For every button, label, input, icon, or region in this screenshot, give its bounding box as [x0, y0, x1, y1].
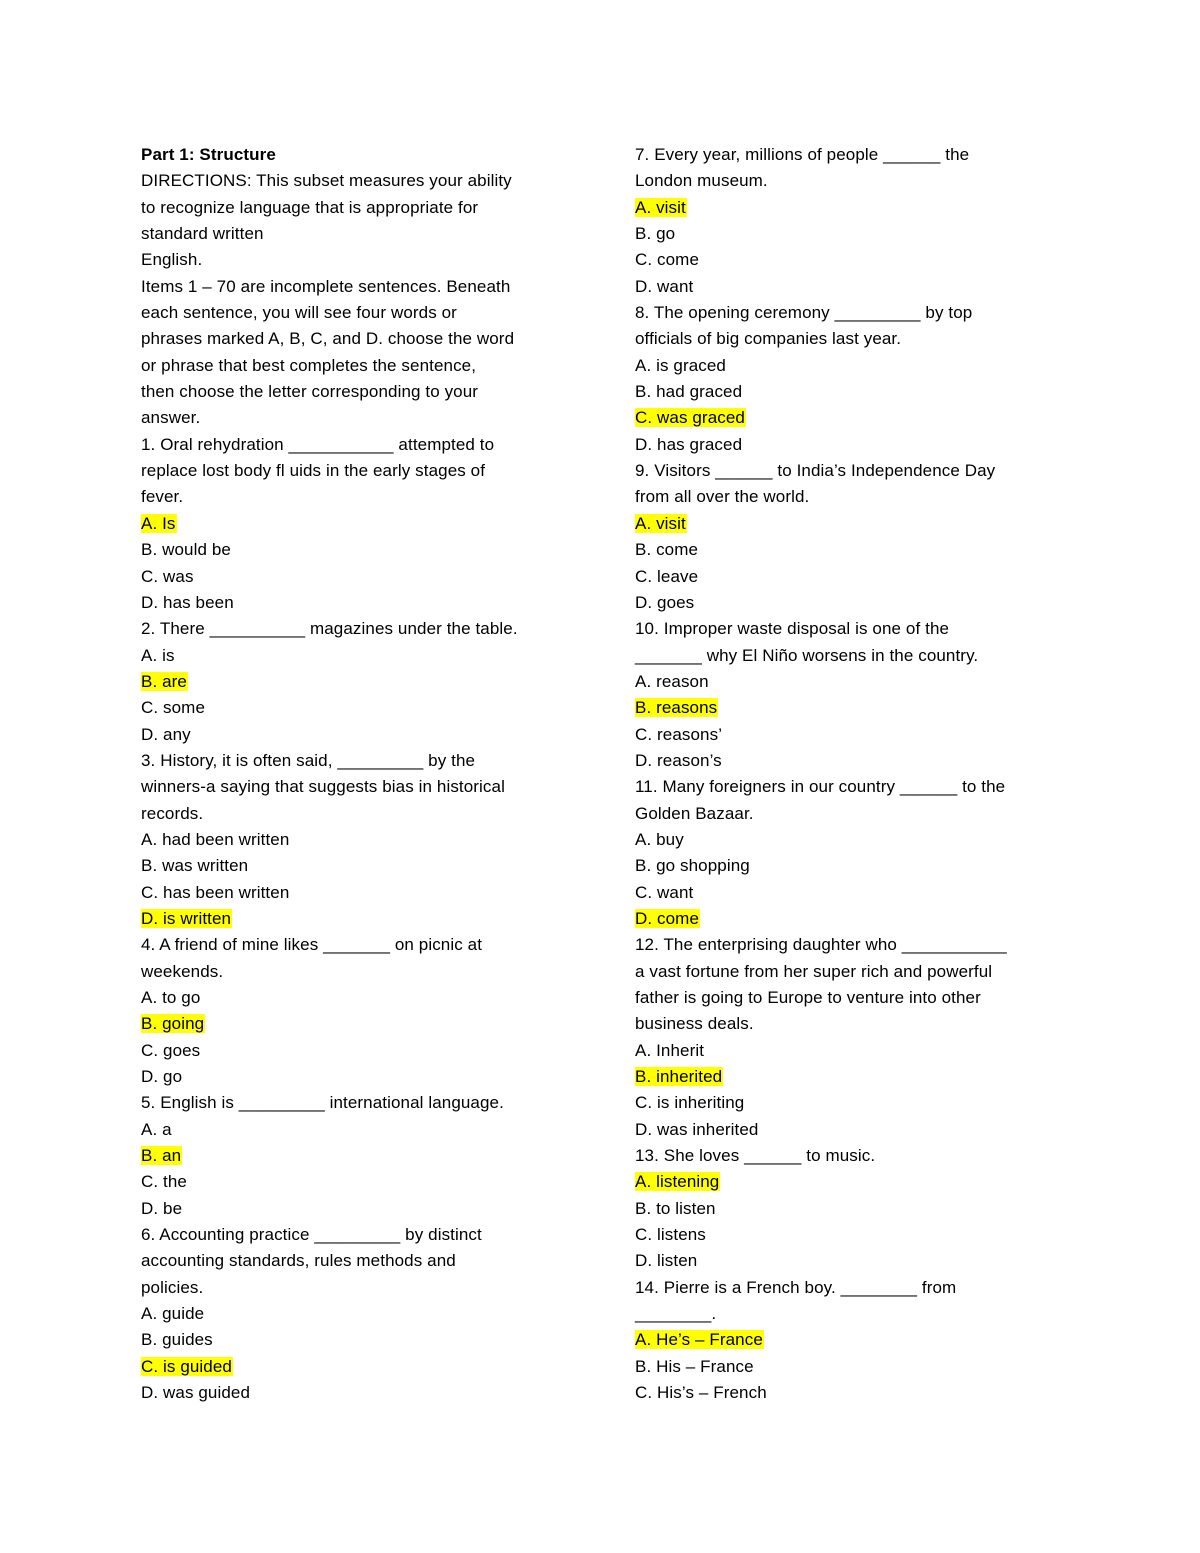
correct-answer-option: [141, 1011, 581, 1037]
answer-option: [635, 748, 1075, 774]
line-text: C. was: [141, 566, 194, 586]
line-text: A. He’s – France: [635, 1330, 763, 1350]
text-line: [141, 932, 581, 958]
answer-option: [141, 853, 581, 879]
answer-option: [141, 1196, 581, 1222]
line-text: Items 1 – 70 are incomplete sentences. Beneath: [141, 276, 511, 296]
line-text: C. is guided: [141, 1356, 232, 1376]
line-text: A. Is: [141, 513, 176, 533]
line-text: C. was graced: [635, 408, 745, 428]
text-line: [141, 801, 581, 827]
line-text: replace lost body fl uids in the early stages of: [141, 461, 486, 481]
text-line: [635, 774, 1075, 800]
text-line: [141, 300, 581, 326]
line-text: C. come: [635, 250, 699, 270]
text-line: [635, 1301, 1075, 1327]
text-line: [141, 432, 581, 458]
line-text: English.: [141, 250, 203, 270]
line-text: B. had graced: [635, 382, 743, 402]
line-text: Golden Bazaar.: [635, 803, 754, 823]
text-line: [141, 326, 581, 352]
answer-option: [141, 1169, 581, 1195]
answer-option: [635, 1222, 1075, 1248]
answer-option: [635, 1354, 1075, 1380]
line-text: D. any: [141, 724, 191, 744]
line-text: _______ why El Niño worsens in the country.: [635, 645, 979, 665]
line-text: from all over the world.: [635, 487, 810, 507]
line-text: D. goes: [635, 592, 695, 612]
line-text: B. His – France: [635, 1356, 754, 1376]
line-text: D. has graced: [635, 434, 743, 454]
line-text: C. want: [635, 882, 694, 902]
answer-option: [635, 827, 1075, 853]
answer-option: [635, 590, 1075, 616]
line-text: C. some: [141, 698, 205, 718]
line-text: weekends.: [141, 961, 224, 981]
line-text: or phrase that best completes the sentence,: [141, 355, 477, 375]
line-text: C. has been written: [141, 882, 290, 902]
line-text: C. listens: [635, 1225, 706, 1245]
answer-option: [141, 1380, 581, 1406]
line-text: phrases marked A, B, C, and D. choose the word: [141, 329, 515, 349]
line-text: 10. Improper waste disposal is one of the: [635, 619, 950, 639]
line-text: 11. Many foreigners in our country ______ to the: [635, 777, 1006, 797]
line-text: 4. A friend of mine likes _______ on picnic at: [141, 935, 483, 955]
text-line: [635, 801, 1075, 827]
answer-option: [635, 669, 1075, 695]
line-text: 8. The opening ceremony _________ by top: [635, 303, 973, 323]
answer-option: [635, 379, 1075, 405]
line-text: C. leave: [635, 566, 699, 586]
answer-option: [635, 1117, 1075, 1143]
text-line: [141, 405, 581, 431]
answer-option: [635, 1038, 1075, 1064]
answer-option: [141, 722, 581, 748]
answer-option: [635, 853, 1075, 879]
line-text: C. goes: [141, 1040, 201, 1060]
answer-option: [635, 221, 1075, 247]
text-line: [635, 932, 1075, 958]
answer-option: [141, 1038, 581, 1064]
text-line: [635, 1011, 1075, 1037]
line-text: A. a: [141, 1119, 172, 1139]
line-text: to recognize language that is appropriate for: [141, 197, 479, 217]
text-line: [141, 458, 581, 484]
line-text: A. buy: [635, 829, 684, 849]
line-text: B. to listen: [635, 1198, 716, 1218]
text-line: [635, 643, 1075, 669]
line-text: 12. The enterprising daughter who ___________: [635, 935, 1007, 955]
text-line: [141, 168, 581, 194]
text-line: [141, 1275, 581, 1301]
text-line: [635, 168, 1075, 194]
correct-answer-option: [635, 1169, 1075, 1195]
text-line: [141, 748, 581, 774]
line-text: B. going: [141, 1014, 205, 1034]
text-line: [635, 1143, 1075, 1169]
line-text: officials of big companies last year.: [635, 329, 902, 349]
correct-answer-option: [141, 1143, 581, 1169]
answer-option: [635, 274, 1075, 300]
line-text: standard written: [141, 224, 264, 244]
text-line: [635, 142, 1075, 168]
text-line: [635, 959, 1075, 985]
text-line: [141, 353, 581, 379]
answer-option: [141, 695, 581, 721]
correct-answer-option: [141, 511, 581, 537]
line-text: D. come: [635, 908, 699, 928]
line-text: B. an: [141, 1146, 182, 1166]
correct-answer-option: [635, 511, 1075, 537]
line-text: London museum.: [635, 171, 768, 191]
answer-option: [635, 1196, 1075, 1222]
line-text: 13. She loves ______ to music.: [635, 1146, 876, 1166]
line-text: A. visit: [635, 197, 686, 217]
text-line: [141, 959, 581, 985]
line-text: fever.: [141, 487, 184, 507]
answer-option: [635, 247, 1075, 273]
line-text: D. listen: [635, 1251, 698, 1271]
text-line: [141, 274, 581, 300]
answer-option: [141, 564, 581, 590]
line-text: A. is: [141, 645, 175, 665]
answer-option: [141, 880, 581, 906]
line-text: 3. History, it is often said, _________ by the: [141, 750, 476, 770]
text-line: [141, 221, 581, 247]
text-line: [635, 484, 1075, 510]
text-line: [141, 774, 581, 800]
line-text: B. reasons: [635, 698, 718, 718]
line-text: A. had been written: [141, 829, 290, 849]
text-line: [635, 326, 1075, 352]
answer-option: [635, 1090, 1075, 1116]
correct-answer-option: [635, 195, 1075, 221]
text-line: [141, 616, 581, 642]
line-text: D. is written: [141, 908, 232, 928]
text-line: [635, 300, 1075, 326]
text-line: [141, 484, 581, 510]
line-text: each sentence, you will see four words or: [141, 303, 457, 323]
text-line: [635, 616, 1075, 642]
correct-answer-option: [635, 906, 1075, 932]
text-line: [635, 1275, 1075, 1301]
line-text: A. guide: [141, 1304, 205, 1324]
line-text: A. Inherit: [635, 1040, 705, 1060]
line-text: father is going to Europe to venture into other: [635, 988, 981, 1007]
line-text: D. want: [635, 276, 694, 296]
text-line: [141, 1090, 581, 1116]
answer-option: [141, 1327, 581, 1353]
line-text: D. go: [141, 1067, 183, 1087]
line-text: B. go shopping: [635, 856, 750, 876]
line-text: B. inherited: [635, 1067, 723, 1087]
line-text: B. was written: [141, 856, 249, 876]
line-text: 5. English is _________ international language.: [141, 1093, 504, 1113]
correct-answer-option: [635, 1327, 1075, 1353]
line-text: A. is graced: [635, 355, 726, 375]
answer-option: [635, 880, 1075, 906]
left-column: [141, 142, 581, 1407]
line-text: B. come: [635, 540, 699, 560]
line-text: D. be: [141, 1198, 183, 1218]
answer-option: [141, 1301, 581, 1327]
line-text: policies.: [141, 1277, 204, 1297]
answer-option: [635, 432, 1075, 458]
line-text: 6. Accounting practice _________ by distinct: [141, 1225, 482, 1245]
right-column: [635, 142, 1075, 1407]
answer-option: [635, 537, 1075, 563]
line-text: answer.: [141, 408, 201, 428]
line-text: D. was inherited: [635, 1119, 759, 1139]
line-text: D. reason’s: [635, 750, 722, 770]
correct-answer-option: [141, 669, 581, 695]
line-text: records.: [141, 803, 204, 823]
line-text: C. is inheriting: [635, 1093, 745, 1113]
line-text: C. His’s – French: [635, 1383, 767, 1403]
line-text: B. go: [635, 224, 676, 244]
line-text: B. are: [141, 671, 187, 691]
answer-option: [141, 827, 581, 853]
line-text: A. visit: [635, 513, 686, 533]
correct-answer-option: [635, 695, 1075, 721]
line-text: 2. There __________ magazines under the table.: [141, 619, 518, 639]
line-text: 14. Pierre is a French boy. ________ from: [635, 1277, 957, 1297]
line-text: D. has been: [141, 592, 234, 612]
text-line: [635, 985, 1075, 1011]
line-text: C. reasons’: [635, 724, 723, 744]
answer-option: [141, 985, 581, 1011]
answer-option: [141, 537, 581, 563]
answer-option: [635, 353, 1075, 379]
line-text: A. to go: [141, 988, 201, 1007]
line-text: ________.: [635, 1304, 717, 1324]
answer-option: [141, 590, 581, 616]
line-text: C. the: [141, 1172, 187, 1192]
line-text: 7. Every year, millions of people ______ the: [635, 145, 970, 164]
correct-answer-option: [141, 906, 581, 932]
answer-option: [141, 1117, 581, 1143]
answer-option: [635, 722, 1075, 748]
answer-option: [635, 1380, 1075, 1406]
text-line: [141, 1248, 581, 1274]
text-line: [141, 379, 581, 405]
line-text: 9. Visitors ______ to India’s Independence Day: [635, 461, 996, 481]
correct-answer-option: [635, 405, 1075, 431]
line-text: DIRECTIONS: This subset measures your ability: [141, 171, 512, 191]
line-text: B. would be: [141, 540, 231, 560]
line-text: A. listening: [635, 1172, 720, 1192]
text-line: [141, 247, 581, 273]
line-text: a vast fortune from her super rich and powerful: [635, 961, 993, 981]
answer-option: [141, 1064, 581, 1090]
text-line: [141, 1222, 581, 1248]
correct-answer-option: [635, 1064, 1075, 1090]
line-text: accounting standards, rules methods and: [141, 1251, 456, 1271]
answer-option: [635, 1248, 1075, 1274]
line-text: winners-a saying that suggests bias in historical: [141, 777, 505, 797]
line-text: 1. Oral rehydration ___________ attempted to: [141, 434, 495, 454]
line-text: A. reason: [635, 671, 709, 691]
answer-option: [635, 564, 1075, 590]
text-line: [141, 195, 581, 221]
correct-answer-option: [141, 1354, 581, 1380]
line-text: Part 1: Structure: [141, 145, 276, 164]
text-line: [635, 458, 1075, 484]
line-text: D. was guided: [141, 1383, 251, 1403]
answer-option: [141, 643, 581, 669]
line-text: B. guides: [141, 1330, 213, 1350]
line-text: business deals.: [635, 1014, 754, 1034]
section-heading: [141, 142, 581, 168]
line-text: then choose the letter corresponding to your: [141, 382, 479, 402]
